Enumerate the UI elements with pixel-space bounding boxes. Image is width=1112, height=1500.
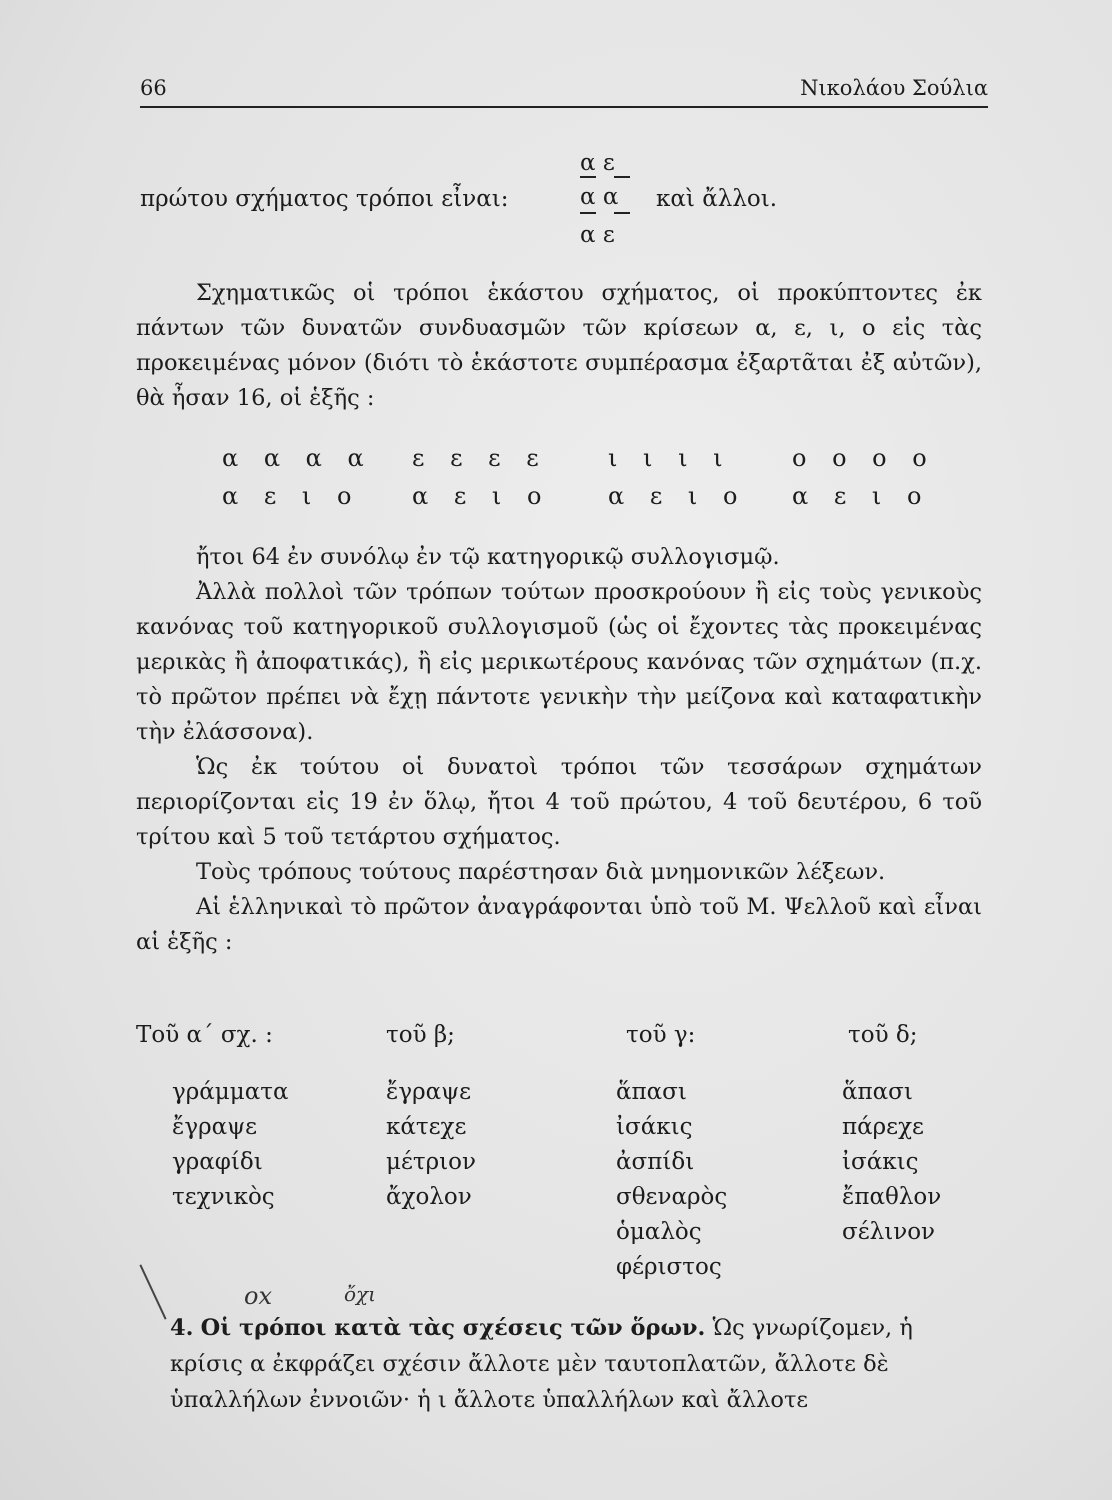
figure-3-word: ὁμαλὸς [616,1219,702,1245]
mood-group-2-bottom: α ε ι ο [412,482,551,510]
figure-3-word: ἀσπίδι [616,1149,695,1175]
figure-1-word: γράμματα [172,1079,289,1105]
first-figure-label: πρώτου σχήματος τρόποι εἶναι: [140,186,509,212]
figure-column-2 [386,1018,476,1215]
schema-bar-1 [580,176,596,178]
figure-1-word: γραφίδι [172,1149,263,1175]
main-text-block [136,540,982,960]
figure-4-word: ἰσάκις [842,1149,919,1175]
figure-1-heading: Τοῦ α΄ σχ. : [136,1022,273,1048]
figure-column-4 [842,1018,941,1250]
mood-group-3-bottom: α ε ι ο [608,482,747,510]
figure-4-heading: τοῦ δ; [848,1022,918,1048]
figure-2-word: κάτεχε [386,1114,467,1140]
schema-bar-3 [580,212,596,214]
figure-3-word: ἰσάκις [616,1114,693,1140]
figure-column-3 [616,1018,727,1285]
schema-middle: α α [580,184,619,210]
section-4 [170,1310,986,1418]
mood-group-3-top: ι ι ι ι [608,444,732,472]
mood-group-4-top: ο ο ο ο [792,444,936,472]
figure-4-word: σέλινον [842,1219,936,1245]
mood-group-4-bottom: α ε ι ο [792,482,931,510]
mood-group-2-top: ε ε ε ε [412,444,548,472]
paragraph-1-text: Σχηματικῶς οἱ τρόποι ἑκάστου σχήματος, οἱ προκύπτοντες ἐκ πάντων τῶν δυνατῶν συνδυασμῶν τῶν κρίσεων α, ε, ι, ο εἰς τὰς προκειμένας μόνον (διότι τὸ ἑκάστοτε συμπέρασμα ἐξαρτᾶται ἐξ αὐτῶν), θὰ ἦσαν 16, οἱ ἑξῆς : [136,280,982,411]
mood-group-1-bottom: α ε ι ο [222,482,361,510]
figure-3-heading: τοῦ γ: [626,1022,696,1048]
paragraph-3-text: Ἀλλὰ πολλοὶ τῶν τρόπων τούτων προσκρούουν ἢ εἰς τοὺς γενικοὺς κανόνας τοῦ κατηγορικοῦ συλλογισμοῦ (ὡς οἱ ἔχοντες τὰς προκειμένας μερικὰς ἢ ἀποφατικάς), ἢ εἰς μερικωτέρους κανόνας τῶν σχημάτων (π.χ. τὸ πρῶτον πρέπει νὰ ἔχῃ πάντοτε γενικὴν τὴν μείζονα καὶ καταφατικὴν τὴν ἐλάσσονα). [136,579,982,745]
schema-top: α ε [580,150,615,176]
handwritten-note-2: ὄχι [344,1282,377,1306]
figure-1-word: τεχνικὸς [172,1184,275,1210]
page-header [140,76,988,108]
schema-bar-4 [614,212,630,214]
figure-2-heading: τοῦ β; [386,1022,455,1048]
section-4-number: 4. [170,1315,194,1341]
figure-3-word: σθεναρὸς [616,1184,728,1210]
paragraph-5-text: Τοὺς τρόπους τούτους παρέστησαν διὰ μνημονικῶν λέξεων. [196,859,886,885]
first-figure-suffix: καὶ ἄλλοι. [656,186,778,212]
figure-column-1 [136,1018,288,1215]
mood-group-1-top: α α α α [222,444,373,472]
figure-3-word: φέριστος [616,1254,722,1280]
figure-1-word: ἔγραψε [172,1114,258,1140]
paragraph-4-text: Ὡς ἐκ τούτου οἱ δυνατοὶ τρόποι τῶν τεσσάρων σχημάτων περιορίζονται εἰς 19 ἐν ὅλῳ, ἤτοι 4 τοῦ πρώτου, 4 τοῦ δευτέρου, 6 τοῦ τρίτου καὶ 5 τοῦ τετάρτου σχήματος. [136,754,982,850]
handwritten-note-1: ox [244,1282,272,1310]
running-head: Νικολάου Σούλια [800,76,988,100]
figure-2-word: μέτριον [386,1149,476,1175]
figure-4-word: ἅπασι [842,1079,913,1105]
section-4-title: Οἱ τρόποι κατὰ τὰς σχέσεις τῶν ὅρων. [200,1315,706,1341]
section-4-text: Ὡς γνωρίζομεν, ἡ κρίσις α ἐκφράζει σχέσιν ἄλλοτε μὲν ταυτοπλατῶν, ἄλλοτε δὲ ὑπαλλήλων ἐννοιῶν· ἡ ι ἄλλοτε ὑπαλλήλων καὶ ἄλλοτε [170,1315,913,1413]
figure-2-word: ἔγραψε [386,1079,472,1105]
paragraph-2-text: ἤτοι 64 ἐν συνόλῳ ἐν τῷ κατηγορικῷ συλλογισμῷ. [196,544,780,570]
figure-4-word: ἔπαθλον [842,1184,942,1210]
paragraph-6-text: Αἱ ἑλληνικαὶ τὸ πρῶτον ἀναγράφονται ὑπὸ τοῦ Μ. Ψελλοῦ καὶ εἶναι αἱ ἑξῆς : [136,894,982,955]
page-number: 66 [140,76,167,100]
pencil-stroke [139,1264,166,1319]
figure-3-word: ἅπασι [616,1079,687,1105]
figure-4-word: πάρεχε [842,1114,924,1140]
schema-bottom: α ε [580,222,615,248]
schema-bar-2 [614,176,630,178]
paragraph-1 [136,276,982,416]
figure-2-word: ἄχολον [386,1184,472,1210]
